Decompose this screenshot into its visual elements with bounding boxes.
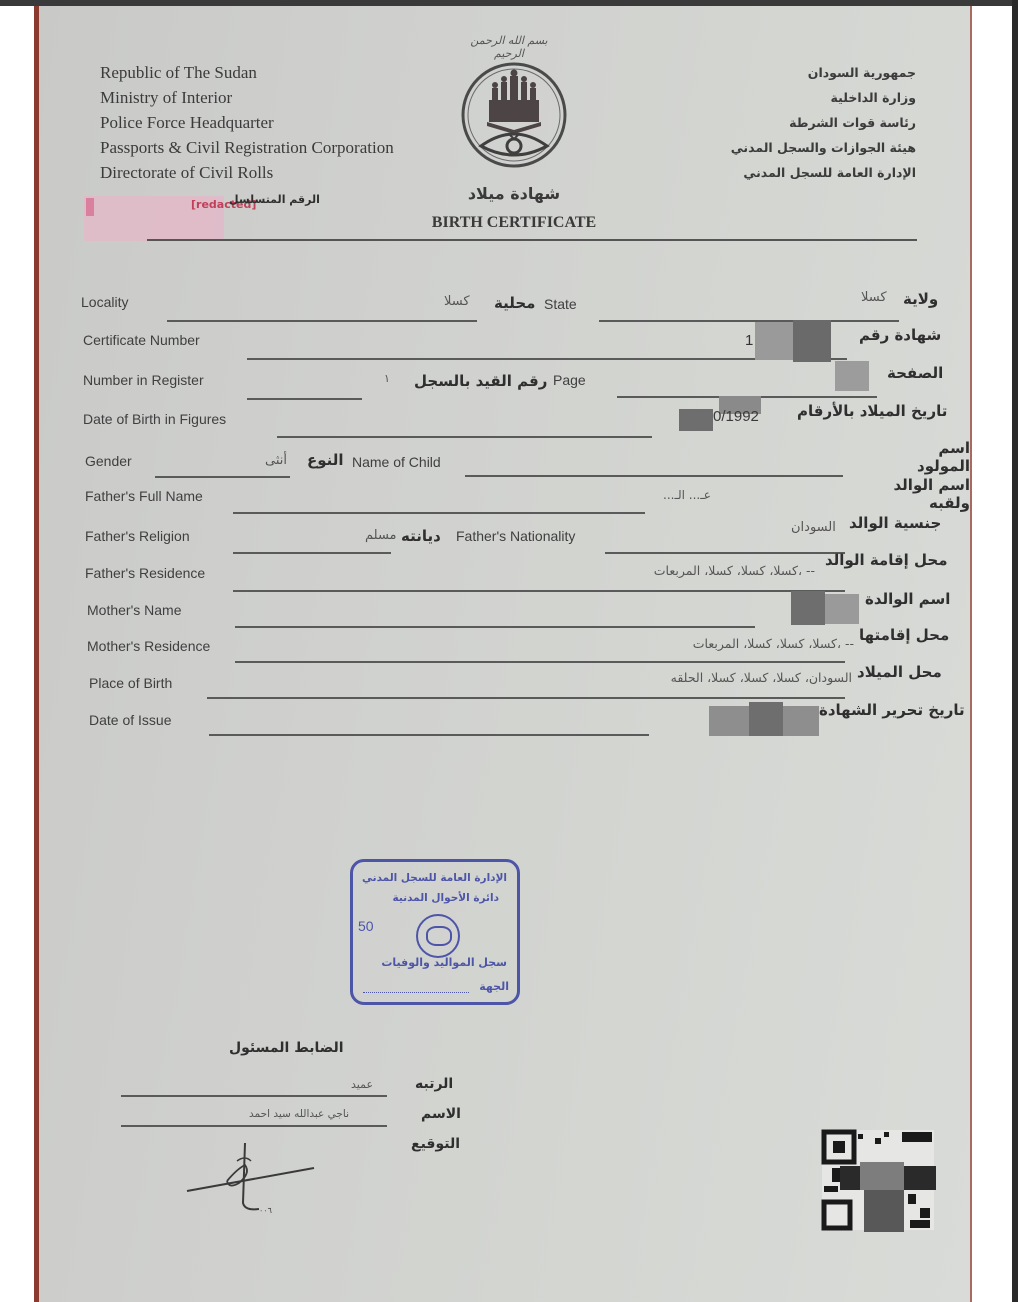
stamp-dotted-line (363, 992, 469, 993)
label-page: Page (553, 372, 586, 388)
value-father-nationality: السودان (791, 520, 836, 535)
label-mother-residence-ar: محل إقامتها (859, 626, 950, 644)
value-gender: أنثى (265, 453, 287, 468)
svg-text:٠٠٦: ٠٠٦ (259, 1206, 272, 1215)
label-father-residence: Father's Residence (85, 565, 206, 581)
value-date-of-birth-visible: 0/1992 (713, 408, 759, 425)
birth-certificate-page (34, 6, 972, 1302)
label-date-of-birth: Date of Birth in Figures (83, 411, 227, 427)
label-locality: Locality (81, 294, 129, 310)
header-ar-line: وزارة الداخلية (830, 90, 916, 105)
officer-name-line (121, 1125, 387, 1127)
value-father-residence: -- ،كسلا، كسلا، كسلا، المربعات (653, 563, 815, 578)
stamp-line-4: الجهة (479, 980, 509, 993)
label-father-full-name-ar: اسم الوالد ولقبه (893, 476, 970, 512)
value-certificate-number-visible: 1 (745, 332, 754, 349)
field-line (235, 661, 845, 663)
field-line (605, 552, 845, 554)
redaction-block (755, 322, 793, 360)
title-arabic: شهادة ميلاد (467, 184, 561, 203)
label-father-religion: Father's Religion (85, 528, 190, 544)
redaction-block (835, 361, 869, 391)
field-line (155, 476, 290, 478)
header-english (100, 60, 394, 185)
label-gender: Gender (85, 453, 132, 469)
value-locality: كسلا (444, 294, 470, 309)
serial-value: [redacted] (191, 198, 257, 211)
officer-title: الضابط المسئول (229, 1040, 344, 1056)
emblem-icon (459, 60, 569, 170)
signature-icon (179, 1141, 319, 1216)
label-father-nationality-ar: جنسية الوالد (849, 514, 942, 532)
label-place-of-birth: Place of Birth (89, 675, 173, 691)
label-mother-name: Mother's Name (87, 602, 182, 618)
value-mother-residence: -- ،كسلا، كسلا، كسلا، المربعات (692, 636, 854, 651)
officer-name-value: ناجي عبدالله سيد احمد (249, 1108, 350, 1120)
serial-label: الرقم المتسلسل (229, 193, 320, 206)
label-state: State (544, 296, 577, 312)
value-number-in-register: ١ (384, 372, 390, 385)
value-state: كسلا (861, 290, 887, 305)
redaction-block (793, 320, 831, 362)
basmala: بسم الله الرحمن الرحيم (470, 34, 548, 60)
label-father-religion-ar: ديانته (401, 527, 441, 545)
official-stamp (350, 859, 520, 1005)
field-line (167, 320, 477, 322)
officer-rank-value: عميد (351, 1078, 374, 1091)
label-number-in-register-ar: رقم القيد بالسجل (414, 372, 548, 390)
stamp-number: 50 (358, 918, 374, 934)
officer-rank-label: الرتبه (415, 1076, 454, 1092)
label-date-of-issue-ar: تاريخ تحرير الشهادة (819, 701, 965, 719)
field-line (233, 552, 391, 554)
field-line (465, 475, 843, 477)
header-en-line: Passports & Civil Registration Corporation (100, 138, 394, 157)
redaction-block (749, 702, 783, 736)
field-line (209, 734, 649, 736)
redaction-block (791, 591, 825, 625)
stamp-line-1: الإدارة العامة للسجل المدني (362, 872, 507, 884)
field-line (235, 626, 755, 628)
label-number-in-register: Number in Register (83, 372, 204, 388)
label-mother-residence: Mother's Residence (87, 638, 211, 654)
redaction-block (825, 594, 859, 624)
stamp-line-3: سجل المواليد والوفيات (381, 956, 507, 969)
label-father-full-name: Father's Full Name (85, 488, 203, 504)
redaction-block (783, 706, 819, 736)
label-name-of-child: Name of Child (352, 454, 441, 470)
title-english: BIRTH CERTIFICATE (431, 214, 597, 231)
field-line (277, 436, 652, 438)
label-page-ar: الصفحة (887, 364, 944, 382)
header-en-line: Republic of The Sudan (100, 63, 257, 82)
label-date-of-issue: Date of Issue (89, 712, 172, 728)
redaction-block (709, 706, 749, 736)
qr-code (820, 1128, 936, 1232)
officer-signature-label: التوقيع (411, 1136, 460, 1152)
header-ar-line: رئاسة قوات الشرطة (789, 115, 916, 130)
label-gender-ar: النوع (307, 451, 344, 469)
label-name-of-child-ar: اسم المولود (917, 439, 970, 475)
field-line (233, 512, 645, 514)
field-line (233, 590, 845, 592)
field-line (247, 398, 362, 400)
label-place-of-birth-ar: محل الميلاد (857, 663, 942, 681)
field-line (599, 320, 899, 322)
header-ar-line: هيئة الجوازات والسجل المدني (730, 140, 916, 155)
redaction-mark (86, 198, 94, 216)
value-father-religion: مسلم (365, 528, 397, 543)
label-certificate-number: Certificate Number (83, 332, 200, 348)
label-state-ar: ولاية (903, 290, 939, 308)
header-arabic (686, 60, 916, 185)
value-place-of-birth: السودان، كسلا، كسلا، كسلا، الحلقه (670, 670, 852, 685)
label-locality-ar: محلية (494, 294, 536, 312)
stamp-line-2: دائرة الأحوال المدنية (392, 892, 499, 904)
label-mother-name-ar: اسم الوالدة (865, 590, 951, 608)
stamp-seal-icon (416, 914, 460, 958)
label-father-residence-ar: محل إقامة الوالد (825, 551, 948, 569)
label-date-of-birth-ar: تاريخ الميلاد بالأرقام (797, 402, 948, 420)
officer-rank-line (121, 1095, 387, 1097)
header-ar-line: جمهورية السودان (807, 65, 916, 80)
redaction-block (679, 409, 713, 431)
header-en-line: Ministry of Interior (100, 88, 233, 107)
window-right-scrollbar[interactable] (1012, 0, 1018, 1302)
value-father-full-name: عـ... الـ... (663, 488, 711, 502)
officer-name-label: الاسم (421, 1106, 461, 1122)
field-line (207, 697, 845, 699)
header-divider (147, 239, 917, 241)
header-ar-line: الإدارة العامة للسجل المدني (743, 165, 916, 180)
header-en-line: Directorate of Civil Rolls (100, 163, 274, 182)
label-certificate-number-ar: شهادة رقم (859, 326, 942, 344)
label-father-nationality: Father's Nationality (456, 528, 576, 544)
header-en-line: Police Force Headquarter (100, 113, 274, 132)
